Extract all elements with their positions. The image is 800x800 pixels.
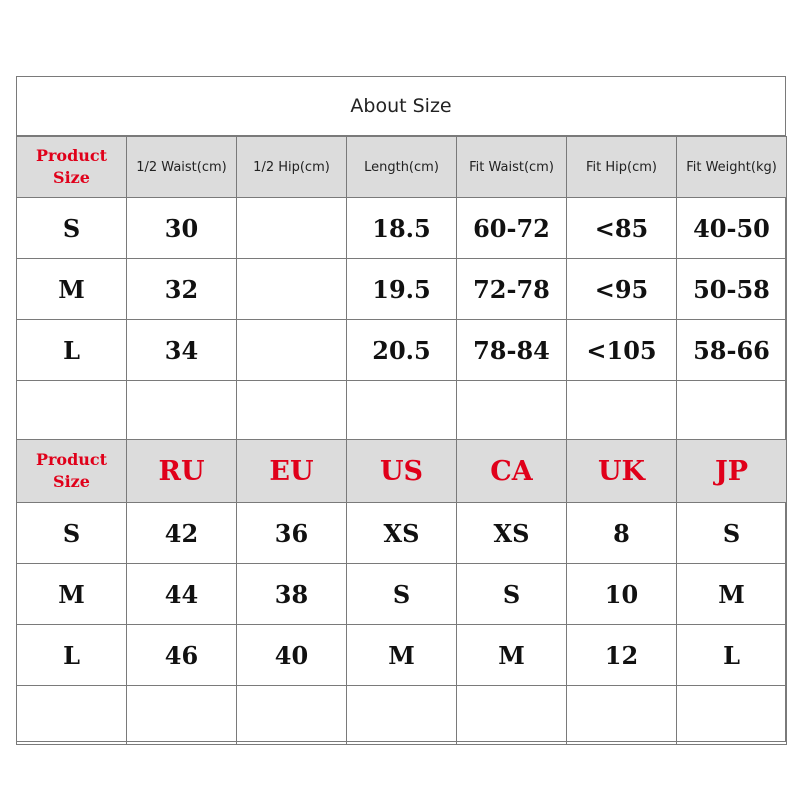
size-table xyxy=(16,136,787,745)
empty-cell xyxy=(127,686,237,745)
region-header: EU xyxy=(237,440,347,503)
table-cell: 10 xyxy=(567,564,677,625)
blank-row xyxy=(17,381,787,440)
table-cell: XS xyxy=(347,503,457,564)
empty-cell xyxy=(677,686,787,745)
table-cell: <95 xyxy=(567,259,677,320)
empty-cell xyxy=(567,686,677,745)
table-cell: 60-72 xyxy=(457,198,567,259)
measure-header-row xyxy=(17,137,787,198)
table-cell: 44 xyxy=(127,564,237,625)
table-cell: M xyxy=(457,625,567,686)
table-cell: 40-50 xyxy=(677,198,787,259)
table-cell: 46 xyxy=(127,625,237,686)
table-cell: S xyxy=(677,503,787,564)
col-header: 1/2 Waist(cm) xyxy=(127,137,237,198)
table-cell: 12 xyxy=(567,625,677,686)
table-cell: 8 xyxy=(567,503,677,564)
table-cell: 19.5 xyxy=(347,259,457,320)
size-cell: M xyxy=(17,259,127,320)
table-cell: XS xyxy=(457,503,567,564)
table-cell xyxy=(237,259,347,320)
table-row xyxy=(17,320,787,381)
empty-cell xyxy=(347,381,457,440)
table-cell: S xyxy=(457,564,567,625)
empty-cell xyxy=(567,381,677,440)
size-cell: S xyxy=(17,503,127,564)
size-cell: S xyxy=(17,198,127,259)
table-cell: 18.5 xyxy=(347,198,457,259)
table-cell: 36 xyxy=(237,503,347,564)
table-cell: M xyxy=(677,564,787,625)
table-cell: <85 xyxy=(567,198,677,259)
empty-cell xyxy=(457,686,567,745)
table-cell: 58-66 xyxy=(677,320,787,381)
table-cell xyxy=(237,320,347,381)
table-cell: 72-78 xyxy=(457,259,567,320)
size-cell: L xyxy=(17,625,127,686)
region-header: JP xyxy=(677,440,787,503)
table-cell: 40 xyxy=(237,625,347,686)
product-size-label: Product Size xyxy=(17,137,127,198)
region-header-row xyxy=(17,440,787,503)
table-cell: 20.5 xyxy=(347,320,457,381)
empty-cell xyxy=(237,686,347,745)
product-size-label: Product Size xyxy=(17,440,127,503)
region-header: CA xyxy=(457,440,567,503)
table-row xyxy=(17,503,787,564)
table-cell: 50-58 xyxy=(677,259,787,320)
table-cell: 38 xyxy=(237,564,347,625)
col-header: Fit Waist(cm) xyxy=(457,137,567,198)
table-cell xyxy=(237,198,347,259)
empty-cell xyxy=(457,381,567,440)
table-row xyxy=(17,625,787,686)
table-cell: 34 xyxy=(127,320,237,381)
table-row xyxy=(17,564,787,625)
table-cell: L xyxy=(677,625,787,686)
table-cell: M xyxy=(347,625,457,686)
empty-cell xyxy=(17,381,127,440)
region-header: RU xyxy=(127,440,237,503)
empty-cell xyxy=(237,381,347,440)
empty-cell xyxy=(677,381,787,440)
blank-row xyxy=(17,686,787,745)
col-header: Length(cm) xyxy=(347,137,457,198)
size-cell: L xyxy=(17,320,127,381)
col-header: 1/2 Hip(cm) xyxy=(237,137,347,198)
table-row xyxy=(17,198,787,259)
table-cell: 42 xyxy=(127,503,237,564)
table-cell: 32 xyxy=(127,259,237,320)
col-header: Fit Weight(kg) xyxy=(677,137,787,198)
region-header: UK xyxy=(567,440,677,503)
table-cell: <105 xyxy=(567,320,677,381)
chart-title: About Size xyxy=(16,76,786,136)
table-row xyxy=(17,259,787,320)
empty-cell xyxy=(127,381,237,440)
table-cell: 30 xyxy=(127,198,237,259)
col-header: Fit Hip(cm) xyxy=(567,137,677,198)
region-header: US xyxy=(347,440,457,503)
size-cell: M xyxy=(17,564,127,625)
table-cell: 78-84 xyxy=(457,320,567,381)
empty-cell xyxy=(17,686,127,745)
table-cell: S xyxy=(347,564,457,625)
empty-cell xyxy=(347,686,457,745)
